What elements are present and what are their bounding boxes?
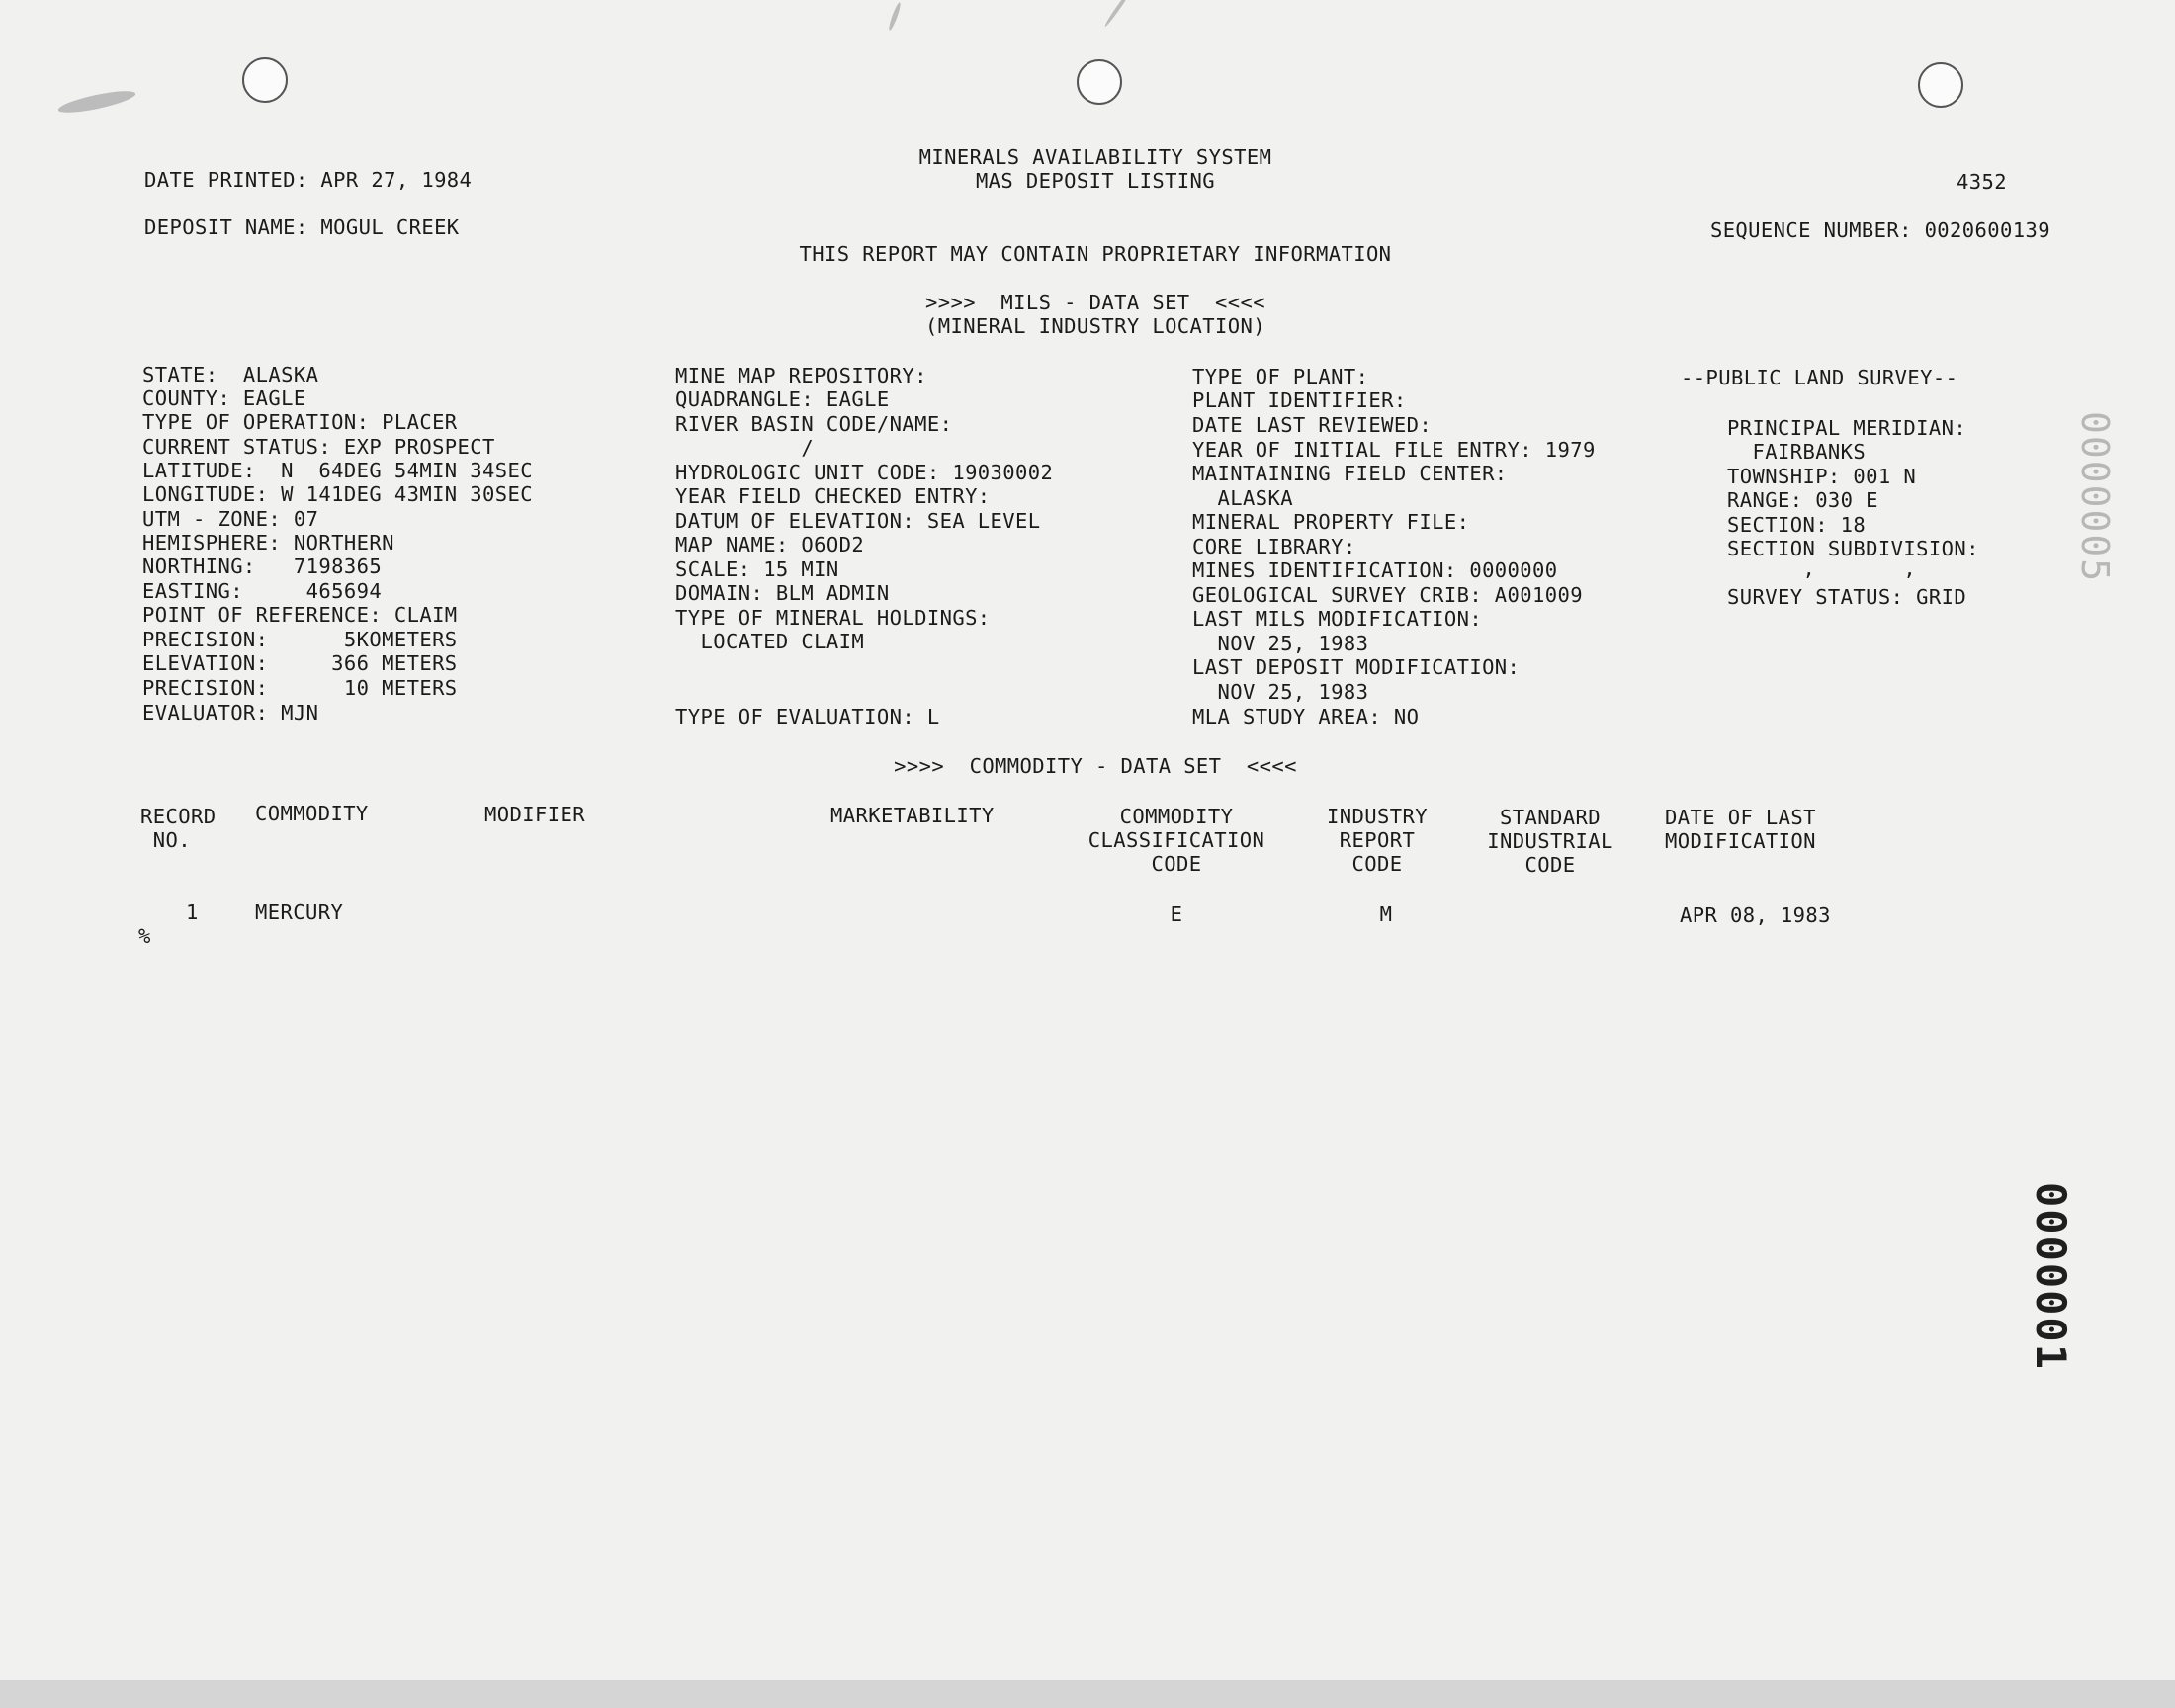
page-number: 4352 [1957, 170, 2007, 194]
field-line: FAIRBANKS [1727, 440, 1867, 464]
field-line: TYPE OF MINERAL HOLDINGS: [675, 606, 991, 630]
industry-report-code: M [1379, 902, 1393, 926]
modification-date: APR 08, 1983 [1680, 903, 1831, 927]
field-line: TYPE OF EVALUATION: L [675, 705, 940, 728]
col-header-marketability: MARKETABILITY [830, 804, 995, 827]
field-line: PRINCIPAL MERIDIAN: [1727, 416, 1967, 440]
sequence-number: SEQUENCE NUMBER: 0020600139 [1709, 218, 2050, 242]
col-header-modifier: MODIFIER [484, 803, 585, 826]
col-header-record: RECORD NO. [140, 805, 217, 852]
listing-title: MAS DEPOSIT LISTING [975, 169, 1216, 193]
commodity-name: MERCURY [255, 900, 344, 924]
field-line: MINES IDENTIFICATION: 0000000 [1192, 558, 1558, 582]
col-header-sic: STANDARD INDUSTRIAL CODE [1487, 806, 1613, 877]
proprietary-notice: THIS REPORT MAY CONTAIN PROPRIETARY INFORMATION [799, 242, 1392, 266]
faint-serial-stamp: 0000005 [2073, 411, 2117, 584]
field-line: TYPE OF OPERATION: PLACER [142, 410, 458, 434]
serial-stamp: 0000001 [2027, 1182, 2075, 1372]
field-line: POINT OF REFERENCE: CLAIM [142, 603, 458, 627]
field-line: , , [1727, 556, 1917, 580]
field-line: HEMISPHERE: NORTHERN [142, 531, 394, 555]
field-line: LONGITUDE: W 141DEG 43MIN 30SEC [142, 482, 534, 506]
date-printed: DATE PRINTED: APR 27, 1984 [144, 168, 473, 192]
field-line: / [675, 436, 815, 460]
field-line: LAST DEPOSIT MODIFICATION: [1192, 655, 1521, 679]
field-line: SURVEY STATUS: GRID [1727, 585, 1967, 609]
col-header-commodity: COMMODITY [255, 802, 369, 825]
punch-hole-center [1077, 59, 1122, 105]
mils-subheading: (MINERAL INDUSTRY LOCATION) [924, 314, 1266, 338]
field-line: LOCATED CLAIM [675, 630, 865, 653]
field-line: TOWNSHIP: 001 N [1727, 465, 1917, 488]
punch-hole-right [1918, 62, 1963, 108]
scan-smudge [56, 87, 136, 117]
field-line: EVALUATOR: MJN [142, 701, 319, 725]
scan-smudge [888, 2, 903, 32]
system-title: MINERALS AVAILABILITY SYSTEM [918, 145, 1272, 169]
scan-smudge [1103, 0, 1133, 28]
field-line: DATE LAST REVIEWED: [1192, 413, 1433, 437]
field-line: YEAR FIELD CHECKED ENTRY: [675, 484, 991, 508]
field-line: PRECISION: 10 METERS [142, 676, 458, 700]
field-line: ELEVATION: 366 METERS [142, 651, 458, 675]
mils-heading: >>>> MILS - DATA SET <<<< [924, 291, 1266, 314]
field-line: CORE LIBRARY: [1192, 535, 1356, 558]
field-line: QUADRANGLE: EAGLE [675, 387, 890, 411]
punch-hole-left [242, 57, 288, 103]
field-line: RIVER BASIN CODE/NAME: [675, 412, 953, 436]
end-marker: % [138, 924, 151, 948]
classification-code: E [1170, 902, 1183, 926]
field-line: STATE: ALASKA [142, 363, 319, 386]
col-header-industry: INDUSTRY REPORT CODE [1327, 805, 1428, 876]
field-line: UTM - ZONE: 07 [142, 507, 319, 531]
commodity-heading: >>>> COMMODITY - DATA SET <<<< [894, 754, 1297, 778]
field-line: TYPE OF PLANT: [1192, 365, 1369, 388]
field-line: NOV 25, 1983 [1192, 632, 1369, 655]
deposit-name: DEPOSIT NAME: MOGUL CREEK [144, 215, 460, 239]
field-line: LATITUDE: N 64DEG 54MIN 34SEC [142, 459, 534, 482]
record-number: 1 [186, 900, 199, 924]
field-line: NOV 25, 1983 [1192, 680, 1369, 704]
field-line: MLA STUDY AREA: NO [1192, 705, 1420, 728]
field-line: PLANT IDENTIFIER: [1192, 388, 1407, 412]
field-line: NORTHING: 7198365 [142, 555, 383, 578]
field-line: PRECISION: 5KOMETERS [142, 628, 458, 651]
field-line: DOMAIN: BLM ADMIN [675, 581, 890, 605]
field-line: MINERAL PROPERTY FILE: [1192, 510, 1470, 534]
field-line: RANGE: 030 E [1727, 488, 1878, 512]
field-line: MAINTAINING FIELD CENTER: [1192, 462, 1508, 485]
scan-border [0, 1680, 2175, 1708]
field-line: SECTION: 18 [1727, 513, 1867, 537]
col-header-classification: COMMODITY CLASSIFICATION CODE [1088, 805, 1265, 876]
field-line: MAP NAME: O6OD2 [675, 533, 865, 556]
field-line: SECTION SUBDIVISION: [1727, 537, 1979, 560]
field-line: CURRENT STATUS: EXP PROSPECT [142, 435, 495, 459]
field-line: COUNTY: EAGLE [142, 386, 306, 410]
field-line: ALASKA [1192, 486, 1293, 510]
field-line: SCALE: 15 MIN [675, 557, 839, 581]
field-line: GEOLOGICAL SURVEY CRIB: A001009 [1192, 583, 1584, 607]
field-line: EASTING: 465694 [142, 579, 383, 603]
field-line: YEAR OF INITIAL FILE ENTRY: 1979 [1192, 438, 1596, 462]
field-line: LAST MILS MODIFICATION: [1192, 607, 1483, 631]
field-line: DATUM OF ELEVATION: SEA LEVEL [675, 509, 1041, 533]
col-header-date: DATE OF LAST MODIFICATION [1665, 806, 1816, 853]
field-line: HYDROLOGIC UNIT CODE: 19030002 [675, 461, 1054, 484]
land-survey-heading: --PUBLIC LAND SURVEY-- [1681, 366, 1958, 389]
field-line: MINE MAP REPOSITORY: [675, 364, 927, 387]
